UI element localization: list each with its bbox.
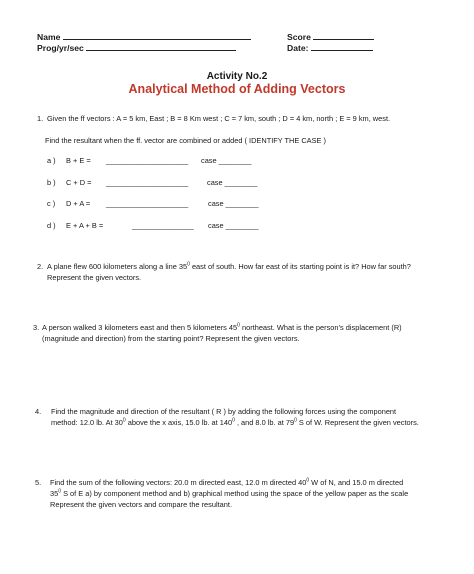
degree-symbol: 0 [237,322,240,329]
row-letter: c ) [47,199,56,208]
case-blank[interactable]: case ________ [201,156,252,165]
row-expression: D + A = [66,199,91,208]
activity-number: Activity No.2 [206,71,268,82]
q4-line1: Find the magnitude and direction of the resultant ( R ) by adding the following forces using the component [51,407,397,416]
date-label: Date: [287,43,309,53]
case-blank[interactable]: case ________ [208,221,259,230]
progyrsec-field[interactable] [37,41,236,53]
q1-row-c [0,199,474,209]
score-blank [313,30,374,40]
row-letter: a ) [47,156,56,165]
answer-blank[interactable]: ____________________ [106,199,189,208]
degree-symbol: 0 [306,477,310,484]
q5-line2: $35^0$ S of E a) by component method and b) graphical method using the space of the yellow paper as the scale [50,488,409,498]
progyrsec-blank [86,41,236,51]
row-expression: B + E = [66,156,91,165]
date-blank [311,41,373,51]
q3-line2: (magnitude and direction) from the starting point? Represent the given vectors. [42,334,300,343]
degree-symbol: 0 [232,417,235,424]
activity-title: Analytical Method of Adding Vectors [128,82,346,96]
case-blank[interactable]: case ________ [208,199,259,208]
degree-symbol: 0 [294,417,297,424]
q1-row-d [0,221,474,231]
row-letter: b ) [47,178,56,187]
answer-blank[interactable]: ____________________ [106,178,189,187]
progyrsec-label: Prog/yr/sec [37,43,84,53]
q3-number: 3. [33,323,40,332]
q5-number: 5. [35,478,42,487]
name-label: Name [37,32,61,42]
degree-symbol: 0 [122,417,126,424]
q5-line3: Represent the given vectors and compare the resultant. [50,500,232,509]
q2-number: 2. [37,262,44,271]
degree-symbol: 0 [187,261,190,268]
q3-line1: A person walked 3 kilometers east and then 5 kilometers $45^0$ northeast. What is the person’s displacement (R) [42,322,402,332]
name-blank [63,30,251,40]
q2-line1: A plane flew 600 kilometers along a line $35^0$ east of south. How far east of its starting point is it? How far south? [47,261,411,271]
q5-line1: Find the sum of the following vectors: 20.0 m directed east, 12.0 m directed $40^0$ W of N, and 15.0 m directed [50,477,404,487]
score-label: Score [287,32,311,42]
row-letter: d ) [47,221,56,230]
q1-number: 1. [37,114,44,123]
degree-symbol: 0 [58,488,62,495]
answer-blank[interactable]: ____________________ [106,156,189,165]
q1-instruction: Find the resultant when the ff. vector are combined or added ( IDENTIFY THE CASE ) [45,136,326,145]
q1-row-a [0,156,474,166]
q1-text: Given the ff vectors : A = 5 km, East ; B = 8 Km west ; C = 7 km, south ; D = 4 km, north ; E = 9 km, west. [47,114,391,123]
row-expression: E + A + B = [66,221,104,230]
q4-line2: method: 12.0 lb. At $30^0$ above the x axis, 15.0 lb. at $140^0$ , and 8.0 lb. at $79^0$ S of W. Represent the given vectors. [51,417,419,427]
q4-number: 4. [35,407,42,416]
q1-row-b [0,178,474,188]
q2-line2: Represent the given vectors. [47,273,142,282]
answer-blank[interactable]: _______________ [132,221,194,230]
date-field[interactable] [287,41,373,53]
row-expression: C + D = [66,178,92,187]
case-blank[interactable]: case ________ [207,178,258,187]
